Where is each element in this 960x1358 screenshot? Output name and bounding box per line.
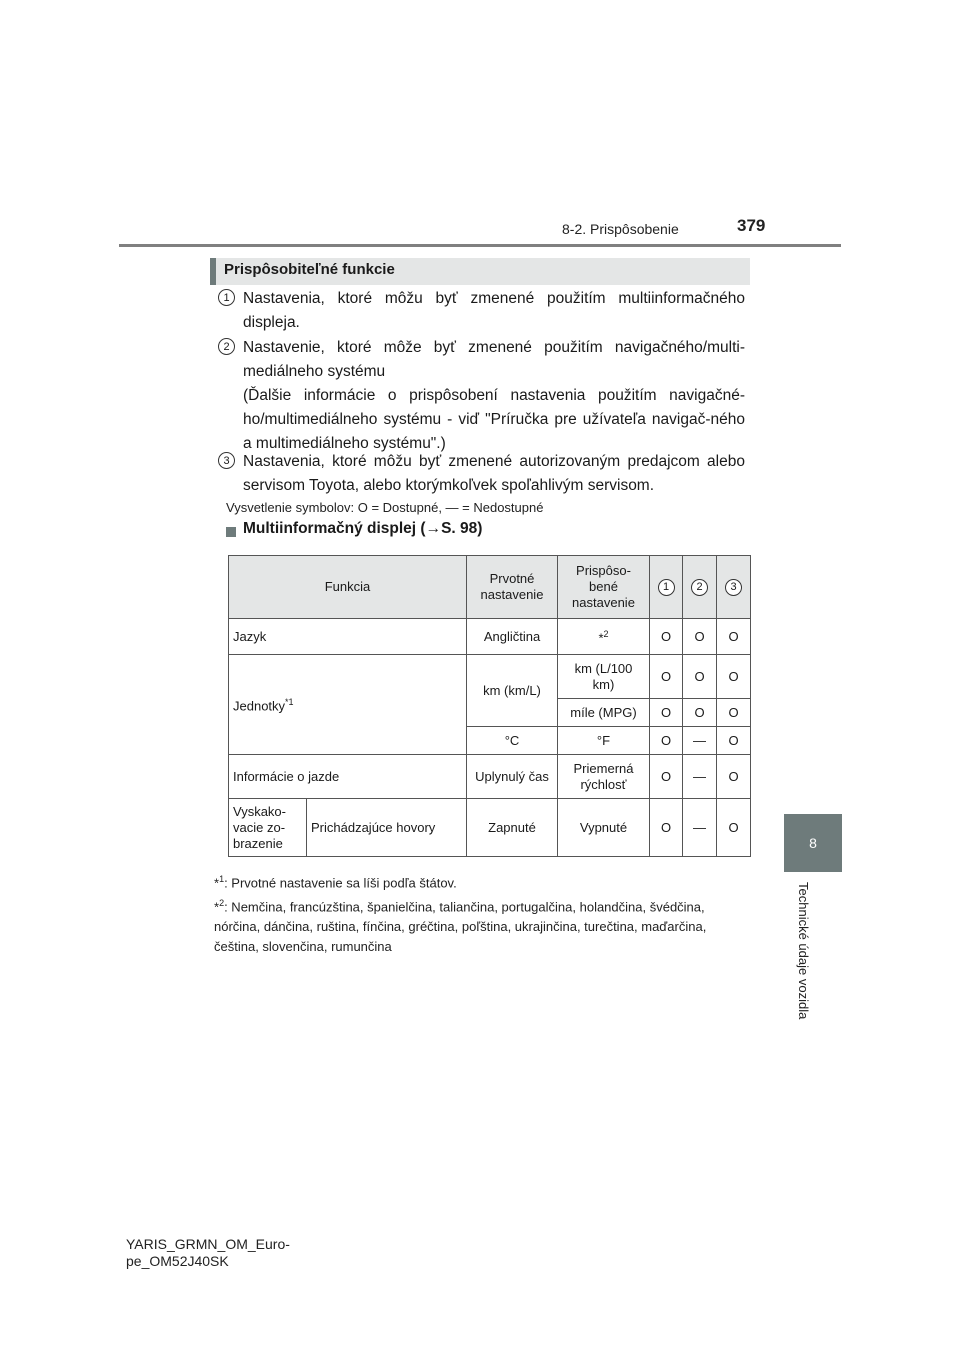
- header-col-1: [650, 556, 683, 619]
- avail-cell: —: [683, 755, 717, 799]
- table-row: [229, 655, 751, 699]
- section-label: 8-2. Prispôsobenie: [562, 221, 679, 237]
- avail-cell: O: [717, 727, 751, 755]
- header-col-2: [683, 556, 717, 619]
- function-name: Jednotky: [233, 698, 286, 714]
- avail-cell: —: [683, 799, 717, 857]
- function-cell: Jazyk: [229, 619, 467, 655]
- footnote-ref: *1: [285, 697, 294, 708]
- page-number: 379: [737, 216, 766, 235]
- footnote-text: : Nemčina, francúzština, španielčina, taliančina, portugalčina, holandčina, švédčina, nórčina, dánčina, ruština, fínčina, gréčtina, poľština, ukrajinčina, turečtina, maďarčina, čeština, slovenčina, rumunčina: [214, 899, 707, 955]
- avail-cell: O: [650, 655, 683, 699]
- default-cell: Uplynulý čas: [467, 755, 558, 799]
- avail-cell: O: [717, 699, 751, 727]
- footnote-2: [214, 893, 746, 957]
- marker-2-icon: 2: [691, 579, 708, 596]
- customization-table: [228, 555, 751, 857]
- function-cell: Informácie o jazde: [229, 755, 467, 799]
- avail-cell: O: [717, 655, 751, 699]
- section-heading-text: Prispôsobiteľné funkcie: [224, 261, 395, 278]
- table-row: [229, 755, 751, 799]
- custom-cell: km (L/100 km): [558, 655, 650, 699]
- header-custom: Prispôso-bené nastavenie: [558, 556, 650, 619]
- asterisk: *: [598, 630, 604, 646]
- footnote-1: [214, 869, 744, 893]
- subfunction-cell: Prichádzajúce hovory: [307, 799, 467, 857]
- section-heading: [210, 258, 750, 285]
- marker-1-icon: 1: [658, 579, 675, 596]
- avail-cell: O: [650, 699, 683, 727]
- default-cell: Zapnuté: [467, 799, 558, 857]
- table-row: [229, 619, 751, 655]
- avail-cell: O: [683, 655, 717, 699]
- symbol-legend: Vysvetlenie symbolov: O = Dostupné, — = Nedostupné: [226, 500, 544, 515]
- footnote-text: : Prvotné nastavenie sa líši podľa štátov.: [224, 875, 457, 891]
- chapter-label-container: [795, 882, 815, 1042]
- heading-accent: [210, 258, 216, 285]
- item-1-line: Nastavenia, ktoré môžu byť zmenené použitím multiinformačného displeja.: [243, 290, 745, 331]
- footnote-ref: 2: [603, 629, 609, 640]
- item-3-line: Nastavenia, ktoré môžu byť zmenené autorizovaným predajcom alebo servisom Toyota, alebo ktorýmkoľvek spoľahlivým servisom.: [243, 453, 745, 494]
- avail-cell: O: [650, 799, 683, 857]
- avail-cell: O: [717, 799, 751, 857]
- function-cell: Vyskako-vacie zo-brazenie: [229, 799, 307, 857]
- chapter-number: 8: [809, 835, 817, 851]
- custom-cell: °F: [558, 727, 650, 755]
- item-2-line: (Ďalšie informácie o prispôsobení nastavenia použitím navigačné-ho/multimediálneho systému - viď "Príručka pre užívateľa navigač-ného a multimediálneho systému".): [243, 387, 745, 452]
- avail-cell: O: [683, 619, 717, 655]
- marker-1-icon: 1: [218, 289, 235, 306]
- chapter-tab: [784, 814, 842, 872]
- marker-3-icon: 3: [218, 452, 235, 469]
- custom-cell: Vypnuté: [558, 799, 650, 857]
- document-code-line: pe_OM52J40SK: [126, 1253, 229, 1269]
- table-row: [229, 799, 751, 857]
- square-bullet-icon: [226, 527, 236, 537]
- default-cell: °C: [467, 727, 558, 755]
- footnote-number: 2: [219, 898, 225, 908]
- header-rule: [119, 244, 841, 247]
- avail-cell: —: [683, 727, 717, 755]
- header-col-3: [717, 556, 751, 619]
- chapter-label: Technické údaje vozidla: [796, 882, 811, 1020]
- table-header-row: [229, 556, 751, 619]
- avail-cell: O: [650, 755, 683, 799]
- item-2-text: [243, 336, 745, 456]
- document-code: [126, 1236, 290, 1270]
- default-cell: Angličtina: [467, 619, 558, 655]
- avail-cell: O: [683, 699, 717, 727]
- item-3-text: [243, 450, 745, 498]
- subsection-heading: Multiinformačný displej (→S. 98): [243, 520, 483, 537]
- item-1-text: [243, 287, 745, 335]
- header-default: Prvotné nastavenie: [467, 556, 558, 619]
- custom-cell: míle (MPG): [558, 699, 650, 727]
- item-2-line: Nastavenie, ktoré môže byť zmenené použitím navigačného/multi-mediálneho systému: [243, 339, 745, 380]
- avail-cell: O: [717, 619, 751, 655]
- footnote-number: 1: [219, 874, 225, 884]
- default-cell: km (km/L): [467, 655, 558, 727]
- avail-cell: O: [717, 755, 751, 799]
- footnote-mark: *: [214, 875, 220, 891]
- marker-3-icon: 3: [725, 579, 742, 596]
- function-cell: [229, 655, 467, 755]
- custom-cell: [558, 619, 650, 655]
- document-code-line: YARIS_GRMN_OM_Euro-: [126, 1236, 290, 1252]
- footnote-mark: *: [214, 899, 220, 915]
- custom-cell: Priemerná rýchlosť: [558, 755, 650, 799]
- header-function: Funkcia: [229, 556, 467, 619]
- marker-2-icon: 2: [218, 338, 235, 355]
- avail-cell: O: [650, 727, 683, 755]
- avail-cell: O: [650, 619, 683, 655]
